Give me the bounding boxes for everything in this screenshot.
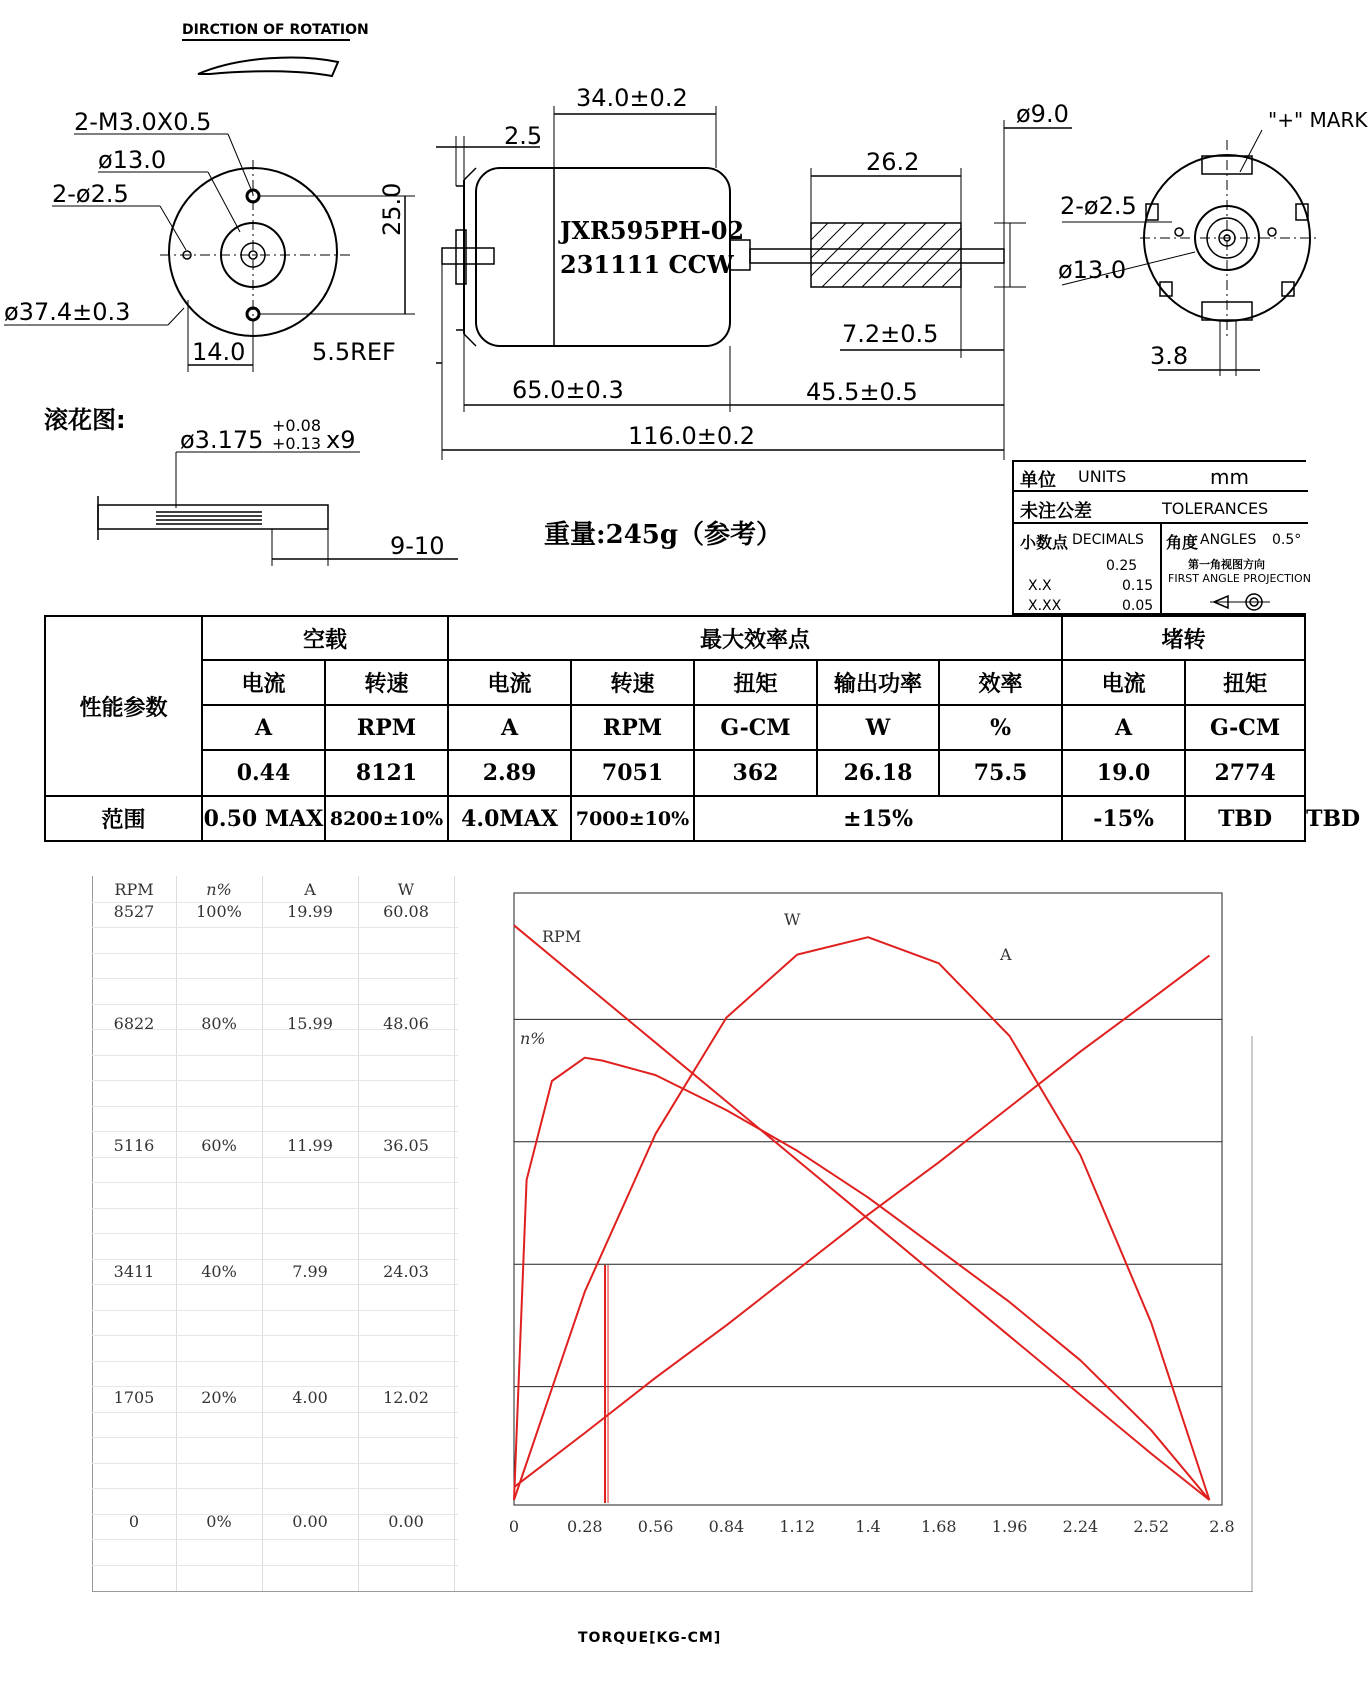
table-header: W	[397, 880, 415, 899]
unit-8: G-CM	[1185, 705, 1305, 750]
val-0: 0.44	[202, 750, 325, 796]
height25-label: 25.0	[378, 182, 406, 236]
x-tick-label: 1.12	[779, 1517, 816, 1536]
dec-x-label: X.X	[1028, 578, 1052, 594]
val-2: 2.89	[448, 750, 571, 796]
outer-dia-label: ø37.4±0.3	[4, 298, 131, 326]
range-2: 4.0MAX	[448, 796, 571, 841]
table-cell: 100%	[196, 902, 242, 921]
units-cn: 单位	[1020, 470, 1056, 491]
perf-row-label: 性能参数	[45, 616, 202, 796]
dec-cn: 小数点	[1020, 533, 1069, 552]
unit-3: RPM	[571, 705, 694, 750]
x-tick-label: 1.4	[855, 1517, 881, 1536]
len262-label: 26.2	[866, 148, 920, 176]
table-cell: 7.99	[292, 1262, 328, 1281]
ang-cn: 角度	[1166, 533, 1199, 552]
len65-label: 65.0±0.3	[512, 376, 624, 404]
dec-en: DECIMALS	[1072, 532, 1144, 548]
width14-label: 14.0	[192, 338, 246, 366]
range-0: 0.50 MAX	[202, 796, 325, 841]
left-holes-label: 2-ø2.5	[52, 180, 129, 208]
table-cell: 12.02	[383, 1388, 429, 1407]
table-cell: 40%	[201, 1262, 237, 1281]
weight-label: 重量:245g（参考）	[544, 520, 783, 550]
right-dia13-label: ø13.0	[1058, 256, 1127, 284]
d38-label: 3.8	[1150, 342, 1189, 370]
body-marking-1: JXR595PH-02	[560, 216, 745, 245]
table-cell: 19.99	[287, 902, 333, 921]
x-tick-label: 1.68	[920, 1517, 957, 1536]
table-cell: 60%	[201, 1136, 237, 1155]
table-cell: 0.00	[292, 1512, 328, 1531]
hdr-nl-current: 电流	[202, 660, 325, 705]
unit-1: RPM	[325, 705, 448, 750]
dec-xx-label: X.XX	[1028, 598, 1062, 614]
right-holes-label: 2-ø2.5	[1060, 192, 1137, 220]
table-cell: 3411	[113, 1262, 155, 1281]
table-cell: 80%	[201, 1014, 237, 1033]
dec-0: 0.25	[1106, 558, 1138, 574]
unit-4: G-CM	[694, 705, 817, 750]
table-cell: 48.06	[383, 1014, 429, 1033]
tol-cn: 未注公差	[1020, 501, 1092, 522]
series-label: A	[1000, 945, 1012, 964]
table-cell: 36.05	[383, 1136, 429, 1155]
hdr-me-torque: 扭矩	[694, 660, 817, 705]
performance-table: 性能参数 空载 最大效率点 堵转 电流 转速 电流 转速 扭矩 输出功率 效率 电流 扭矩 A RPM A RPM G-CM W % A G-CM 0.44 8121 2.89 7051 362 26.18 75.5 19.0 2774 范围 0.50 MAX 8200±10% 4.0MAX 7000±10% ±15% -15% TBD TBD	[44, 615, 1306, 842]
x-tick-label: 2.52	[1133, 1517, 1170, 1536]
table-cell: 11.99	[287, 1136, 333, 1155]
hdr-st-torque: 扭矩	[1185, 660, 1305, 705]
table-cell: 4.00	[292, 1388, 328, 1407]
x-tick-label: 0	[508, 1517, 520, 1536]
series-label: RPM	[542, 927, 582, 946]
x-axis-title: TORQUE[KG-CM]	[578, 1630, 722, 1646]
units-en: UNITS	[1078, 467, 1127, 486]
knurl-tol-down: +0.13	[272, 434, 322, 453]
thread-label: 2-M3.0X0.5	[74, 108, 212, 136]
range-5: -15%	[1062, 796, 1185, 841]
knurl-spec: ø3.175	[180, 426, 264, 454]
unit-5: W	[817, 705, 939, 750]
len116-label: 116.0±0.2	[628, 422, 755, 450]
knurl-suffix: x9	[326, 426, 356, 454]
table-cell: 6822	[113, 1014, 155, 1033]
len72-label: 7.2±0.5	[842, 320, 939, 348]
table-cell: 0	[128, 1512, 140, 1531]
val-5: 26.18	[817, 750, 939, 796]
tol-en: TOLERANCES	[1162, 499, 1269, 518]
table-cell: 1705	[113, 1388, 155, 1407]
knurl-len-label: 9-10	[390, 532, 445, 560]
rotation-label: DIRCTION OF ROTATION	[182, 22, 369, 38]
table-cell: 0.00	[388, 1512, 424, 1531]
series-line-npct	[514, 1058, 1209, 1500]
ref55-label: 5.5REF	[312, 338, 396, 366]
hdr-st-current: 电流	[1062, 660, 1185, 705]
group-no-load: 空载	[202, 616, 448, 660]
d25-label: 2.5	[504, 122, 543, 150]
val-3: 7051	[571, 750, 694, 796]
len34-label: 34.0±0.2	[576, 84, 688, 112]
val-6: 75.5	[939, 750, 1062, 796]
unit-2: A	[448, 705, 571, 750]
group-stall: 堵转	[1062, 616, 1305, 660]
group-max-eff: 最大效率点	[448, 616, 1062, 660]
table-cell: 60.08	[383, 902, 429, 921]
knurl-title: 滚花图:	[44, 406, 126, 434]
range-1: 8200±10%	[325, 796, 448, 841]
dec-xx: 0.05	[1122, 598, 1154, 614]
proj-cn: 第一角视图方向	[1188, 558, 1265, 571]
table-cell: 0%	[206, 1512, 232, 1531]
unit-0: A	[202, 705, 325, 750]
table-cell: 20%	[201, 1388, 237, 1407]
range-3: 7000±10%	[571, 796, 694, 841]
hdr-nl-speed: 转速	[325, 660, 448, 705]
left-dia13-label: ø13.0	[98, 146, 167, 174]
knurl-tol-up: +0.08	[272, 416, 322, 435]
hdr-me-power: 输出功率	[817, 660, 939, 705]
x-tick-label: 1.96	[991, 1517, 1028, 1536]
table-cell: 8527	[113, 902, 155, 921]
dec-x: 0.15	[1122, 578, 1154, 594]
plus-mark-label: "+" MARK	[1268, 108, 1368, 132]
x-tick-label: 0.28	[566, 1517, 603, 1536]
range-6: TBD	[1185, 796, 1305, 841]
hdr-me-current: 电流	[448, 660, 571, 705]
unit-6: %	[939, 705, 1062, 750]
len455-label: 45.5±0.5	[806, 378, 918, 406]
x-tick-label: 0.84	[708, 1517, 745, 1536]
ang-val: 0.5°	[1272, 532, 1302, 548]
table-header: n%	[206, 880, 232, 899]
x-tick-label: 2.8	[1209, 1517, 1235, 1536]
range-4: ±15%	[694, 796, 1062, 841]
table-cell: 15.99	[287, 1014, 333, 1033]
table-header: RPM	[114, 880, 154, 899]
units-val: mm	[1210, 465, 1249, 489]
x-tick-label: 0.56	[637, 1517, 674, 1536]
val-8: 2774	[1185, 750, 1305, 796]
table-header: A	[304, 880, 316, 899]
table-cell: 24.03	[383, 1262, 429, 1281]
body-marking-2: 231111 CCW	[560, 250, 734, 279]
dia9-label: ø9.0	[1016, 100, 1069, 128]
proj-en: FIRST ANGLE PROJECTION	[1168, 572, 1311, 585]
x-tick-label: 2.24	[1062, 1517, 1099, 1536]
val-1: 8121	[325, 750, 448, 796]
hdr-me-speed: 转速	[571, 660, 694, 705]
table-cell: 5116	[113, 1136, 155, 1155]
ang-en: ANGLES	[1200, 532, 1257, 548]
hdr-me-eff: 效率	[939, 660, 1062, 705]
unit-7: A	[1062, 705, 1185, 750]
plot-frame	[514, 893, 1222, 1505]
range-label: 范围	[45, 796, 202, 841]
series-line-A	[514, 956, 1209, 1488]
series-label: n%	[520, 1029, 546, 1048]
val-7: 19.0	[1062, 750, 1185, 796]
series-label: W	[784, 910, 801, 929]
val-4: 362	[694, 750, 817, 796]
